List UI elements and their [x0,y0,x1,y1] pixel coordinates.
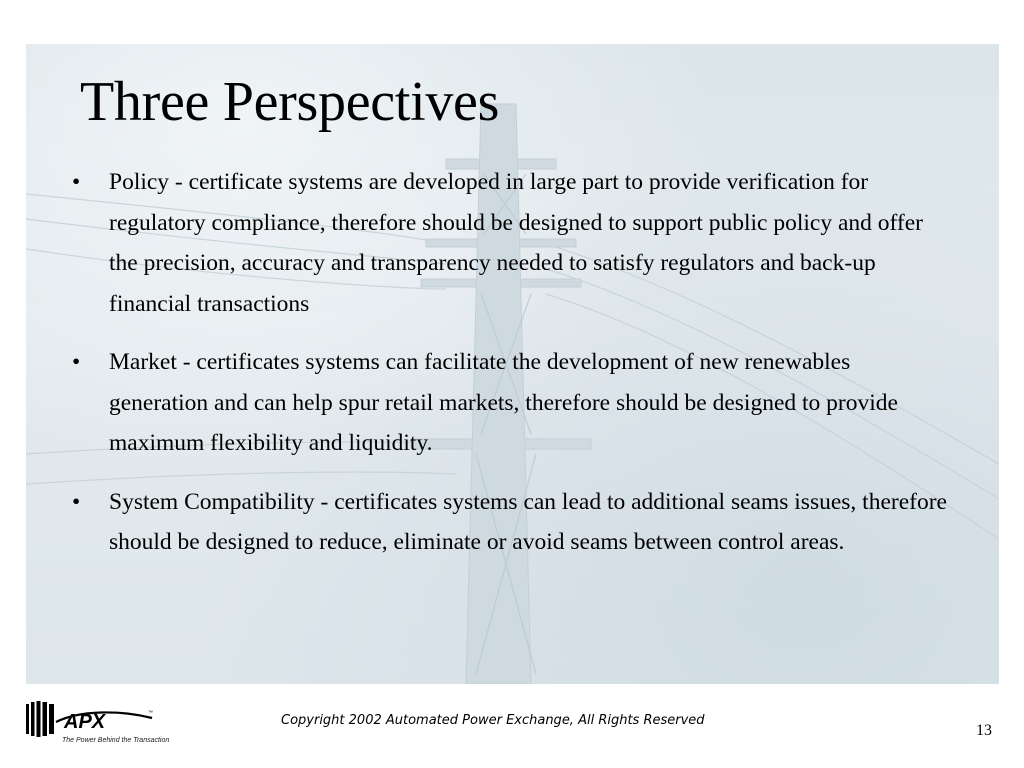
bullet-item-system-compatibility [70,482,950,563]
bullet-marker: • [72,349,81,375]
bullet-item-policy [70,162,950,324]
apx-logo [20,700,170,752]
bullet-text-system-compatibility: System Compatibility - certificates systems can lead to additional seams issues, therefore should be designed to reduce, eliminate or avoid seams between control areas. [109,488,947,555]
bullet-text-policy: Policy - certificate systems are developed in large part to provide verification for regulatory compliance, therefore should be designed to support public policy and offer the precision, accuracy and transparency needed to satisfy regulators and back-up financial transactions [109,169,923,317]
bullet-marker: • [72,488,81,515]
bullet-text-market: Market - certificates systems can facilitate the development of new renewables generation and can help spur retail markets, therefore should be designed to provide maximum flexibility and liquidity. [109,349,898,456]
slide-title: Three Perspectives [80,71,500,133]
bullet-marker: • [72,169,81,195]
logo-tagline: The Power Behind the Transaction [62,737,170,744]
copyright-notice: Copyright 2002 Automated Power Exchange, All Rights Reserved [281,713,705,728]
page-number: 13 [976,722,992,739]
bullet-item-market [70,342,950,464]
apx-logo-icon [20,700,170,740]
svg-text:APX: APX [64,711,106,733]
bullet-list [70,162,950,581]
svg-text:™: ™ [148,710,153,716]
slide-content-panel [26,44,999,684]
